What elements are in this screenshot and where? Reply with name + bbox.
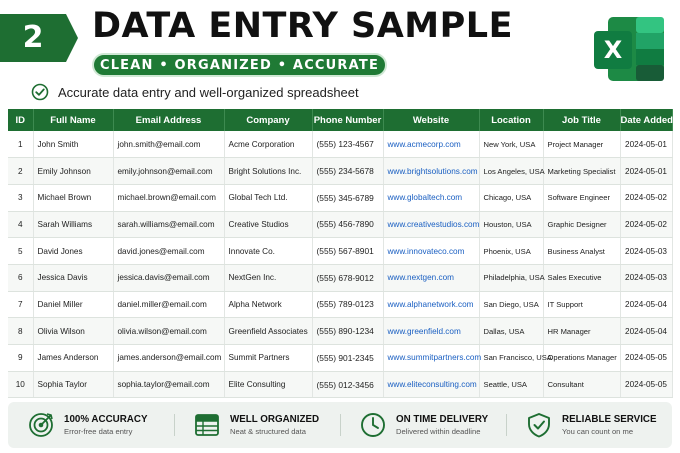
- cell-name: John Smith: [33, 131, 113, 158]
- cell-email: olivia.wilson@email.com: [113, 318, 224, 345]
- table-row: [8, 211, 672, 238]
- cell-email: jessica.davis@email.com: [113, 264, 224, 291]
- spreadsheet-icon: [194, 412, 220, 438]
- check-circle-icon: [31, 83, 49, 101]
- subtitle-row: [31, 83, 359, 101]
- cell-website: www.summitpartners.com: [383, 345, 479, 372]
- cell-job: Business Analyst: [543, 238, 620, 265]
- cell-email: david.jones@email.com: [113, 238, 224, 265]
- column-header: Website: [383, 109, 479, 131]
- cell-company: Greenfield Associates: [224, 318, 312, 345]
- cell-name: David Jones: [33, 238, 113, 265]
- cell-company: Global Tech Ltd.: [224, 184, 312, 211]
- cell-job: Sales Executive: [543, 264, 620, 291]
- cell-location: Los Angeles, USA: [479, 158, 543, 185]
- cell-id: 10: [8, 371, 33, 398]
- table-row: [8, 345, 672, 372]
- cell-email: emily.johnson@email.com: [113, 158, 224, 185]
- target-icon: [28, 412, 54, 438]
- cell-website: www.acmecorp.com: [383, 131, 479, 158]
- cell-date: 2024-05-04: [620, 318, 672, 345]
- subtitle-text: Accurate data entry and well-organized spreadsheet: [58, 84, 359, 100]
- cell-phone: (555) 678-9012: [312, 264, 383, 291]
- cell-job: Operations Manager: [543, 345, 620, 372]
- cell-job: Software Engineer: [543, 184, 620, 211]
- cell-company: NextGen Inc.: [224, 264, 312, 291]
- feature-delivery: [340, 410, 506, 440]
- feature-title: RELIABLE SERVICE: [562, 414, 657, 425]
- column-header: Date Added: [620, 109, 672, 131]
- feature-accuracy: [8, 410, 174, 440]
- cell-id: 6: [8, 264, 33, 291]
- data-table: [8, 109, 673, 398]
- cell-date: 2024-05-04: [620, 291, 672, 318]
- cell-id: 4: [8, 211, 33, 238]
- cell-website: www.eliteconsulting.com: [383, 371, 479, 398]
- cell-id: 9: [8, 345, 33, 372]
- cell-name: Michael Brown: [33, 184, 113, 211]
- feature-desc: Error-free data entry: [64, 427, 133, 436]
- cell-job: Marketing Specialist: [543, 158, 620, 185]
- cell-phone: (555) 890-1234: [312, 318, 383, 345]
- cell-id: 5: [8, 238, 33, 265]
- cell-website: www.brightsolutions.com: [383, 158, 479, 185]
- cell-location: Dallas, USA: [479, 318, 543, 345]
- feature-desc: Neat & structured data: [230, 427, 306, 436]
- table-row: [8, 318, 672, 345]
- cell-date: 2024-05-05: [620, 371, 672, 398]
- cell-location: Phoenix, USA: [479, 238, 543, 265]
- feature-desc: You can count on me: [562, 427, 634, 436]
- cell-id: 8: [8, 318, 33, 345]
- column-header: Job Title: [543, 109, 620, 131]
- table-body: [8, 131, 672, 398]
- table-header: [8, 109, 672, 131]
- feature-organized: [174, 410, 340, 440]
- cell-phone: (555) 456-7890: [312, 211, 383, 238]
- cell-location: Philadelphia, USA: [479, 264, 543, 291]
- cell-email: sarah.williams@email.com: [113, 211, 224, 238]
- cell-email: michael.brown@email.com: [113, 184, 224, 211]
- badge-number: 2: [22, 20, 44, 55]
- cell-id: 2: [8, 158, 33, 185]
- clock-icon: [360, 412, 386, 438]
- feature-title: WELL ORGANIZED: [230, 414, 320, 425]
- cell-job: Project Manager: [543, 131, 620, 158]
- cell-date: 2024-05-03: [620, 264, 672, 291]
- cell-email: john.smith@email.com: [113, 131, 224, 158]
- cell-phone: (555) 234-5678: [312, 158, 383, 185]
- cell-name: James Anderson: [33, 345, 113, 372]
- cell-website: www.alphanetwork.com: [383, 291, 479, 318]
- cell-company: Acme Corporation: [224, 131, 312, 158]
- feature-title: ON TIME DELIVERY: [396, 414, 489, 425]
- table-row: [8, 158, 672, 185]
- cell-website: www.innovateco.com: [383, 238, 479, 265]
- cell-location: Chicago, USA: [479, 184, 543, 211]
- cell-location: San Francisco, USA: [479, 345, 543, 372]
- excel-logo-letter: X: [603, 36, 623, 64]
- cell-phone: (555) 789-0123: [312, 291, 383, 318]
- cell-name: Jessica Davis: [33, 264, 113, 291]
- table-row: [8, 238, 672, 265]
- cell-name: Daniel Miller: [33, 291, 113, 318]
- cell-website: www.creativestudios.com: [383, 211, 479, 238]
- features-bar: [8, 402, 672, 448]
- cell-email: sophia.taylor@email.com: [113, 371, 224, 398]
- cell-job: IT Support: [543, 291, 620, 318]
- cell-id: 7: [8, 291, 33, 318]
- table-row: [8, 264, 672, 291]
- column-header: Location: [479, 109, 543, 131]
- cell-email: daniel.miller@email.com: [113, 291, 224, 318]
- feature-reliable: [506, 410, 672, 440]
- cell-company: Alpha Network: [224, 291, 312, 318]
- tagline-pill: CLEAN • ORGANIZED • ACCURATE: [92, 53, 387, 77]
- cell-date: 2024-05-03: [620, 238, 672, 265]
- cell-date: 2024-05-02: [620, 184, 672, 211]
- cell-location: San Diego, USA: [479, 291, 543, 318]
- table-row: [8, 131, 672, 158]
- cell-id: 1: [8, 131, 33, 158]
- cell-name: Sarah Williams: [33, 211, 113, 238]
- cell-location: New York, USA: [479, 131, 543, 158]
- cell-date: 2024-05-01: [620, 158, 672, 185]
- cell-name: Sophia Taylor: [33, 371, 113, 398]
- column-header: Phone Number: [312, 109, 383, 131]
- cell-date: 2024-05-05: [620, 345, 672, 372]
- cell-name: Emily Johnson: [33, 158, 113, 185]
- cell-company: Elite Consulting: [224, 371, 312, 398]
- cell-date: 2024-05-02: [620, 211, 672, 238]
- cell-phone: (555) 567-8901: [312, 238, 383, 265]
- cell-company: Bright Solutions Inc.: [224, 158, 312, 185]
- column-header: Full Name: [33, 109, 113, 131]
- column-header: ID: [8, 109, 33, 131]
- table-row: [8, 184, 672, 211]
- table-row: [8, 371, 672, 398]
- cell-location: Seattle, USA: [479, 371, 543, 398]
- column-header: Company: [224, 109, 312, 131]
- cell-email: james.anderson@email.com: [113, 345, 224, 372]
- cell-location: Houston, USA: [479, 211, 543, 238]
- cell-company: Summit Partners: [224, 345, 312, 372]
- cell-job: HR Manager: [543, 318, 620, 345]
- column-header: Email Address: [113, 109, 224, 131]
- cell-company: Creative Studios: [224, 211, 312, 238]
- excel-logo: [592, 15, 666, 83]
- shield-check-icon: [526, 412, 552, 438]
- cell-name: Olivia Wilson: [33, 318, 113, 345]
- cell-phone: (555) 901-2345: [312, 345, 383, 372]
- cell-website: www.globaltech.com: [383, 184, 479, 211]
- table-row: [8, 291, 672, 318]
- feature-title: 100% ACCURACY: [64, 414, 148, 425]
- number-badge: [0, 14, 80, 62]
- cell-phone: (555) 012-3456: [312, 371, 383, 398]
- page-title: DATA ENTRY SAMPLE: [92, 6, 513, 46]
- cell-company: Innovate Co.: [224, 238, 312, 265]
- feature-desc: Delivered within deadline: [396, 427, 481, 436]
- cell-phone: (555) 123-4567: [312, 131, 383, 158]
- cell-website: www.nextgen.com: [383, 264, 479, 291]
- cell-phone: (555) 345-6789: [312, 184, 383, 211]
- cell-date: 2024-05-01: [620, 131, 672, 158]
- cell-website: www.greenfield.com: [383, 318, 479, 345]
- cell-id: 3: [8, 184, 33, 211]
- cell-job: Graphic Designer: [543, 211, 620, 238]
- cell-job: Consultant: [543, 371, 620, 398]
